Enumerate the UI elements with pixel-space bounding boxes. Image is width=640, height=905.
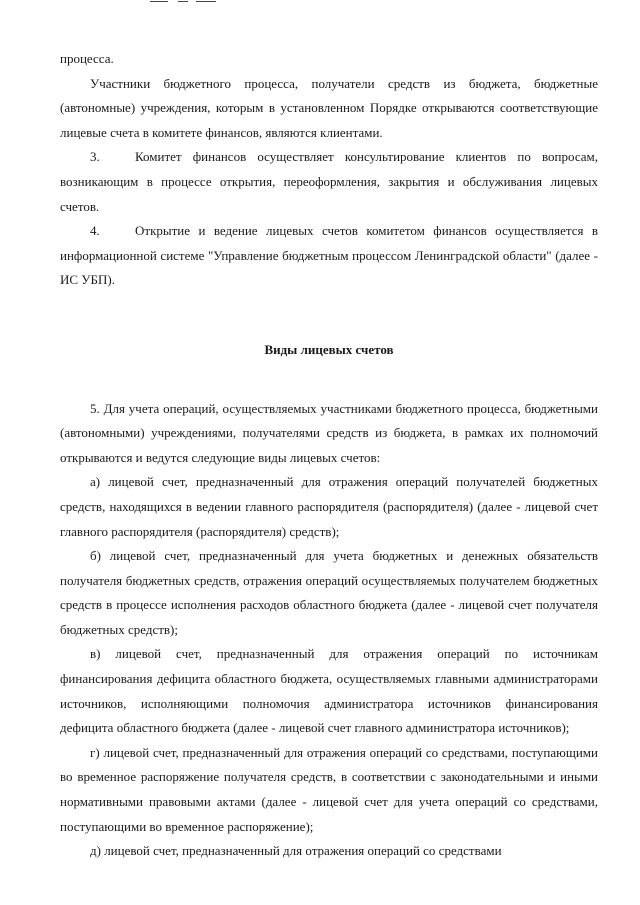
list-item-b: б) лицевой счет, предназначенный для учета бюджетных и денежных обязательств получателя бюджетных средств, отражения операций осуществляемых получателем бюджетных средств в процессе исполнения расходов областного бюджета (далее - лицевой счет получателя бюджетных средств); [60, 548, 598, 637]
paragraph-text: Комитет финансов осуществляет консультирование клиентов по вопросам, возникающим в процессе открытия, переоформления, закрытия и обслуживания лицевых счетов. [60, 149, 598, 214]
section-heading: Виды лицевых счетов [264, 341, 394, 357]
scan-mark [178, 1, 188, 2]
list-item-a: а) лицевой счет, предназначенный для отражения операций получателей бюджетных средств, находящихся в ведении главного распорядителя (распорядителя) (далее - лицевой счет главного распорядителя (распорядителя) средств); [60, 474, 598, 539]
paragraph-participants: Участники бюджетного процесса, получатели средств из бюджета, бюджетные (автономные) учреждения, которым в установленном Порядке открываются соответствующие лицевые счета в комитете финансов, являются клиентами. [60, 75, 598, 140]
paragraph-5: 5. Для учета операций, осуществляемых участниками бюджетного процесса, бюджетными (автономными) учреждениями, получателями средств из бюджета, в рамках их полномочий открываются и ведутся следующие виды лицевых счетов: [60, 400, 598, 465]
paragraph-4 [60, 219, 598, 293]
paragraph-text: Открытие и ведение лицевых счетов комитетом финансов осуществляется в информационной системе "Управление бюджетным процессом Ленинградской области" (далее - ИС УБП). [60, 223, 598, 288]
paragraph-number: 3. [90, 149, 100, 165]
list-item-d: д) лицевой счет, предназначенный для отражения операций со средствами [90, 843, 502, 859]
list-item-v: в) лицевой счет, предназначенный для отражения операций по источникам финансирования дефицита областного бюджета, осуществляемых главными администраторами источников, исполняющими полномочия администратора источников финансирования дефицита областного бюджета (далее - лицевой счет главного администратора источников); [60, 646, 598, 736]
paragraph-continuation: процесса. [60, 51, 114, 66]
list-item-g: г) лицевой счет, предназначенный для отражения операций со средствами, поступающими во временное распоряжение получателя средств, в соответствии с законодательными и иными нормативными правовыми актами (далее - лицевой счет для учета операций со средствами, поступающими во временное распоряжение); [60, 744, 598, 834]
scan-edge-marks [0, 0, 640, 6]
scan-mark [196, 1, 216, 2]
scan-mark [150, 1, 168, 2]
paragraph-3 [60, 145, 598, 219]
paragraph-number: 4. [90, 223, 100, 239]
document-page [60, 47, 598, 864]
